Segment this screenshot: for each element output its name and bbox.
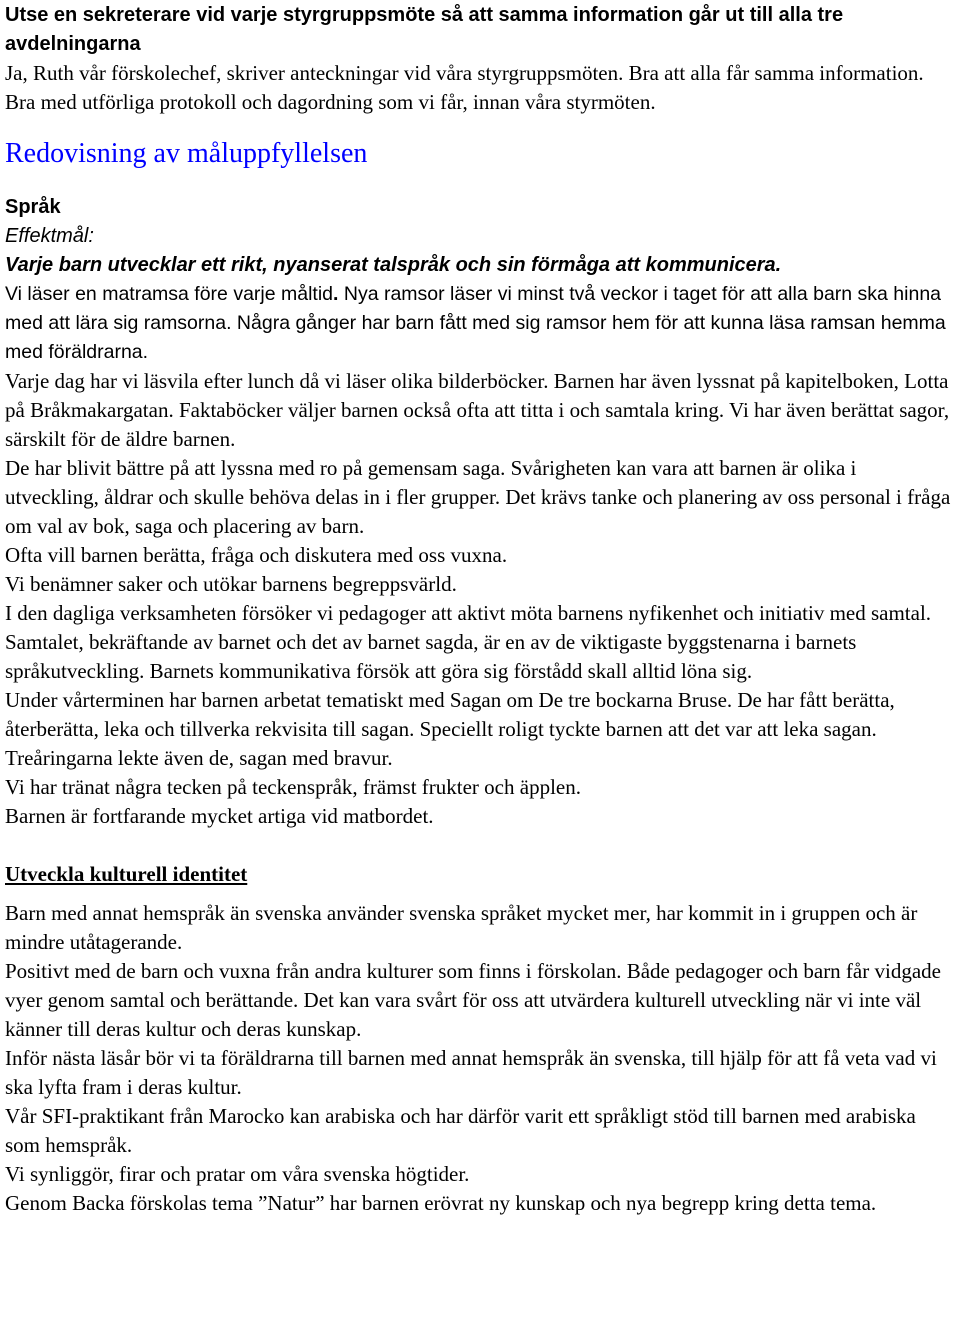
intro-heading: Utse en sekreterare vid varje styrgruppsmöte så att samma information går ut till alla tre avdelningarna [5, 4, 844, 55]
paragraph-vårterminen: Under vårterminen har barnen arbetat tematiskt med Sagan om De tre bockarna Bruse. De har fått berätta, återberätta, leka och tillverka rekvisita till sagan. Speciellt roligt tyckte barnen att det var att leka sagan. Treåringarna lekte även de, sagan med bravur. [5, 688, 895, 770]
paragraph-hemsprak: Barn med annat hemspråk än svenska använder svenska språket mycket mer, har kommit in i gruppen och är mindre utåtagerande. [5, 901, 918, 954]
paragraph-matramsa-lead: Vi läser en matramsa före varje måltid [5, 283, 334, 305]
paragraph-sfi: Vår SFI-praktikant från Marocko kan arabiska och har därför varit ett språkligt stöd till barnen med arabiska som hemspråk. [5, 1104, 916, 1157]
paragraph-matramsa-rest: Nya ramsor läser vi minst två veckor i taget för att alla barn ska hinna med att lära sig ramsorna. Några gånger har barn fått med sig ramsor hem för att kunna läsa ramsan hemma med föräldrarna. [5, 283, 946, 363]
goal-label: Effektmål: [5, 225, 94, 247]
section-title-maluppfyllelse: Redovisning av måluppfyllelsen [5, 138, 368, 169]
subject-heading: Språk [5, 196, 61, 218]
paragraph-matramsa [5, 280, 955, 367]
paragraph-hogtider: Vi synliggör, firar och pratar om våra svenska högtider. [5, 1162, 470, 1186]
paragraph-lyssna: De har blivit bättre på att lyssna med ro på gemensam saga. Svårigheten kan vara att barnen är olika i utveckling, åldrar och skulle behöva delas in i fler grupper. Det krävs tanke och planering av oss personal i fråga om val av bok, saga och placering av barn. [5, 456, 951, 538]
paragraph-begrepp: Vi benämner saker och utökar barnens begreppsvärld. [5, 572, 457, 596]
paragraph-tema-natur: Genom Backa förskolas tema ”Natur” har barnen erövrat ny kunskap och nya begrepp kring detta tema. [5, 1191, 877, 1215]
document-page [5, 0, 955, 1218]
paragraph-berätta: Ofta vill barnen berätta, fråga och diskutera med oss vuxna. [5, 543, 508, 567]
paragraph-nasta-lasar: Inför nästa läsår bör vi ta föräldrarna till barnen med annat hemspråk än svenska, till hjälp för att få veta vad vi ska lyfta fram i deras kultur. [5, 1046, 937, 1099]
paragraph-lasvila: Varje dag har vi läsvila efter lunch då vi läser olika bilderböcker. Barnen har även lyssnat på kapitelboken, Lotta på Bråkmakargatan. Faktaböcker väljer barnen också ofta att titta i och samtala kring. Vi har även berättat sagor, särskilt för de äldre barnen. [5, 369, 950, 451]
intro-answer: Ja, Ruth vår förskolechef, skriver anteckningar vid våra styrgruppsmöten. Bra att alla får samma information. Bra med utförliga protokoll och dagordning som vi får, innan våra styrmöten. [5, 61, 924, 114]
section-title-kulturell-identitet: Utveckla kulturell identitet [5, 862, 248, 886]
paragraph-matbordet: Barnen är fortfarande mycket artiga vid matbordet. [5, 804, 434, 828]
paragraph-kulturer: Positivt med de barn och vuxna från andra kulturer som finns i förskolan. Både pedagoger och barn får vidgade vyer genom samtal och berättande. Det kan vara svårt för oss att utvärdera kulturell utveckling när vi inte väl känner till deras kultur och deras kunskap. [5, 959, 941, 1041]
paragraph-matramsa-dot: . [333, 283, 339, 305]
goal-text: Varje barn utvecklar ett rikt, nyanserat talspråk och sin förmåga att kommunicera. [5, 254, 782, 276]
paragraph-teckensprak: Vi har tränat några tecken på teckenspråk, främst frukter och äpplen. [5, 775, 581, 799]
paragraph-samtal: I den dagliga verksamheten försöker vi pedagoger att aktivt möta barnens nyfikenhet och initiativ med samtal. Samtalet, bekräftande av barnet och det av barnet sagda, är en av de viktigaste byggstenarna i barnets språkutveckling. Barnets kommunikativa försök att göra sig förstådd skall alltid löna sig. [5, 601, 932, 683]
